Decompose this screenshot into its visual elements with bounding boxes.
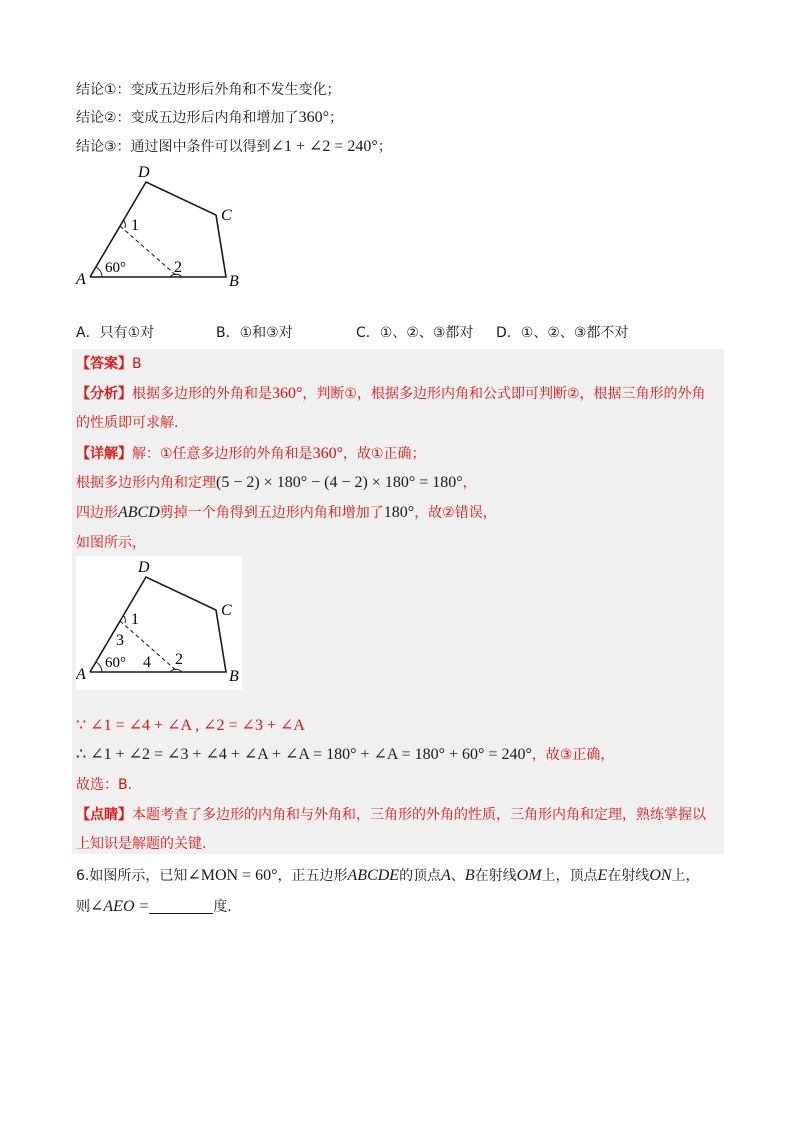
- q6-var-on: ON: [649, 867, 672, 884]
- analysis-text-2: 的性质即可求解.: [76, 415, 179, 431]
- detail-text-3a: 四边形: [76, 505, 118, 521]
- figure-2-angle-4: 4: [143, 654, 151, 671]
- detail-line-3: [76, 502, 497, 522]
- figure-2-angle-1: 1: [131, 611, 139, 628]
- figure-1-angle-a: 60°: [105, 260, 126, 276]
- choose-line: [76, 774, 132, 794]
- q6-text-g: 在射线: [607, 868, 650, 884]
- detail-formula-2: (5 − 2) × 180° − (4 − 2) × 180° = 180°: [216, 474, 463, 491]
- figure-2-label-d: D: [138, 559, 150, 576]
- figure-2-label-b: B: [229, 668, 239, 685]
- conclusion-2-text: 结论②：变成五边形后内角和增加了: [76, 110, 299, 126]
- conclusion-3-text: 结论③：通过图中条件可以得到: [76, 139, 271, 155]
- answer-blank[interactable]: [149, 899, 213, 914]
- analysis-line-2: [76, 412, 178, 432]
- q6-text-then: 则: [76, 899, 90, 915]
- detail-line-4: [76, 532, 146, 552]
- figure-2-quadrilateral: [76, 556, 242, 690]
- therefore-suffix: ，故③正确，: [531, 747, 615, 763]
- detail-value-3: 180°: [383, 504, 415, 521]
- figure-1-angle-2: 2: [174, 259, 182, 276]
- q6-text-c: 的顶点: [399, 868, 442, 884]
- answer-value: B: [132, 356, 142, 372]
- figure-2-angle-2: 2: [175, 651, 183, 668]
- detail-var-abcd: ABCD: [118, 504, 160, 521]
- q6-text-a: 6.如图所示，已知: [76, 868, 188, 884]
- therefore-formula: ∴ ∠1 + ∠2 = ∠3 + ∠4 + ∠A + ∠A = 180° + ∠A = 180° + 60° = 240°: [76, 746, 532, 763]
- question-6-line-1: [76, 865, 700, 885]
- q6-formula-aeo: ∠AEO =: [90, 898, 150, 915]
- detail-text-1b: ，故①正确；: [342, 446, 426, 462]
- option-d[interactable]: D．①、②、③都不对: [496, 325, 629, 341]
- q6-text-e: 在射线: [474, 868, 517, 884]
- comment-line-1: [76, 804, 706, 824]
- analysis-value: 360°: [272, 385, 303, 402]
- detail-tag: 【详解】: [76, 446, 132, 462]
- q6-text-degree: 度.: [213, 899, 232, 915]
- conclusion-2-suffix: ；: [328, 110, 343, 126]
- q6-formula: ∠MON = 60°: [187, 867, 278, 884]
- option-b[interactable]: B．①和③对: [216, 325, 293, 341]
- because-formula: ∵ ∠1 = ∠4 + ∠A , ∠2 = ∠3 + ∠A: [76, 717, 305, 734]
- comment-tag: 【点睛】: [76, 807, 132, 823]
- detail-value-1: 360°: [312, 445, 343, 462]
- figure-2-angle-3: 3: [116, 632, 124, 649]
- conclusion-1: [76, 79, 341, 99]
- q6-var-a: A: [441, 867, 451, 884]
- figure-1-cut-line: [120, 226, 178, 277]
- analysis-text-a: 根据多边形的外角和是: [132, 386, 272, 402]
- q6-var-abcde: ABCDE: [347, 867, 400, 884]
- q6-text-f: 上，顶点: [541, 868, 598, 884]
- question-6-line-2: [76, 896, 232, 916]
- answer-tag: 【答案】: [76, 356, 132, 372]
- therefore-line: [76, 744, 614, 764]
- detail-line-2: [76, 472, 477, 492]
- comment-text-2: 上知识是解题的关键.: [76, 836, 207, 852]
- analysis-text-b: ，判断①，根据多边形内角和公式即可判断②，根据三角形的外角: [302, 386, 706, 402]
- figure-1-label-c: C: [221, 207, 232, 224]
- comment-text-1: 本题考查了多边形的内角和与外角和，三角形的外角的性质，三角形内角和定理，熟练掌握以: [132, 807, 706, 823]
- because-line: [76, 715, 305, 735]
- q6-text-d: 、: [450, 868, 465, 884]
- detail-text-2b: ，: [462, 475, 477, 491]
- q6-var-om: OM: [516, 867, 542, 884]
- figure-1-angle-1: 1: [131, 217, 139, 234]
- figure-1-label-b: B: [229, 273, 239, 290]
- answer-line: [76, 353, 142, 373]
- comment-line-2: [76, 833, 206, 853]
- detail-text-4: 如图所示，: [76, 535, 146, 551]
- q6-text-h: 上，: [671, 868, 700, 884]
- choose-text: 故选：B.: [76, 777, 133, 793]
- figure-2-angle-a: 60°: [105, 655, 126, 671]
- detail-text-1a: 解：①任意多边形的外角和是: [132, 446, 313, 462]
- q6-text-b: ，正五边形: [277, 868, 348, 884]
- conclusion-2: [76, 107, 343, 127]
- figure-1-arc-a: [96, 267, 102, 277]
- figure-2-label-c: C: [221, 602, 232, 619]
- q6-var-e: E: [597, 867, 608, 884]
- conclusion-3-suffix: ；: [377, 139, 392, 155]
- option-c[interactable]: C．①、②、③都对: [356, 325, 474, 341]
- conclusion-2-value: 360°: [298, 109, 329, 126]
- figure-1-label-d: D: [138, 164, 150, 181]
- figure-1-quadrilateral: [72, 160, 252, 294]
- detail-text-3c: ，故②错误，: [414, 505, 497, 521]
- detail-text-2a: 根据多边形内角和定理: [76, 475, 216, 491]
- conclusion-3: [76, 136, 392, 156]
- conclusion-1-text: 结论①：变成五边形后外角和不发生变化；: [76, 82, 341, 98]
- detail-line-1: [76, 443, 426, 463]
- figure-2-arc-a: [96, 662, 102, 672]
- option-a[interactable]: A．只有①对: [76, 325, 155, 341]
- analysis-line-1: [76, 383, 706, 403]
- conclusion-3-formula: ∠1 + ∠2 = 240°: [270, 138, 378, 155]
- q6-var-b: B: [464, 867, 475, 884]
- analysis-tag: 【分析】: [76, 386, 132, 402]
- figure-1-label-a: A: [76, 271, 86, 288]
- detail-text-3b: 剪掉一个角得到五边形内角和增加了: [159, 505, 384, 521]
- figure-2-label-a: A: [76, 666, 86, 683]
